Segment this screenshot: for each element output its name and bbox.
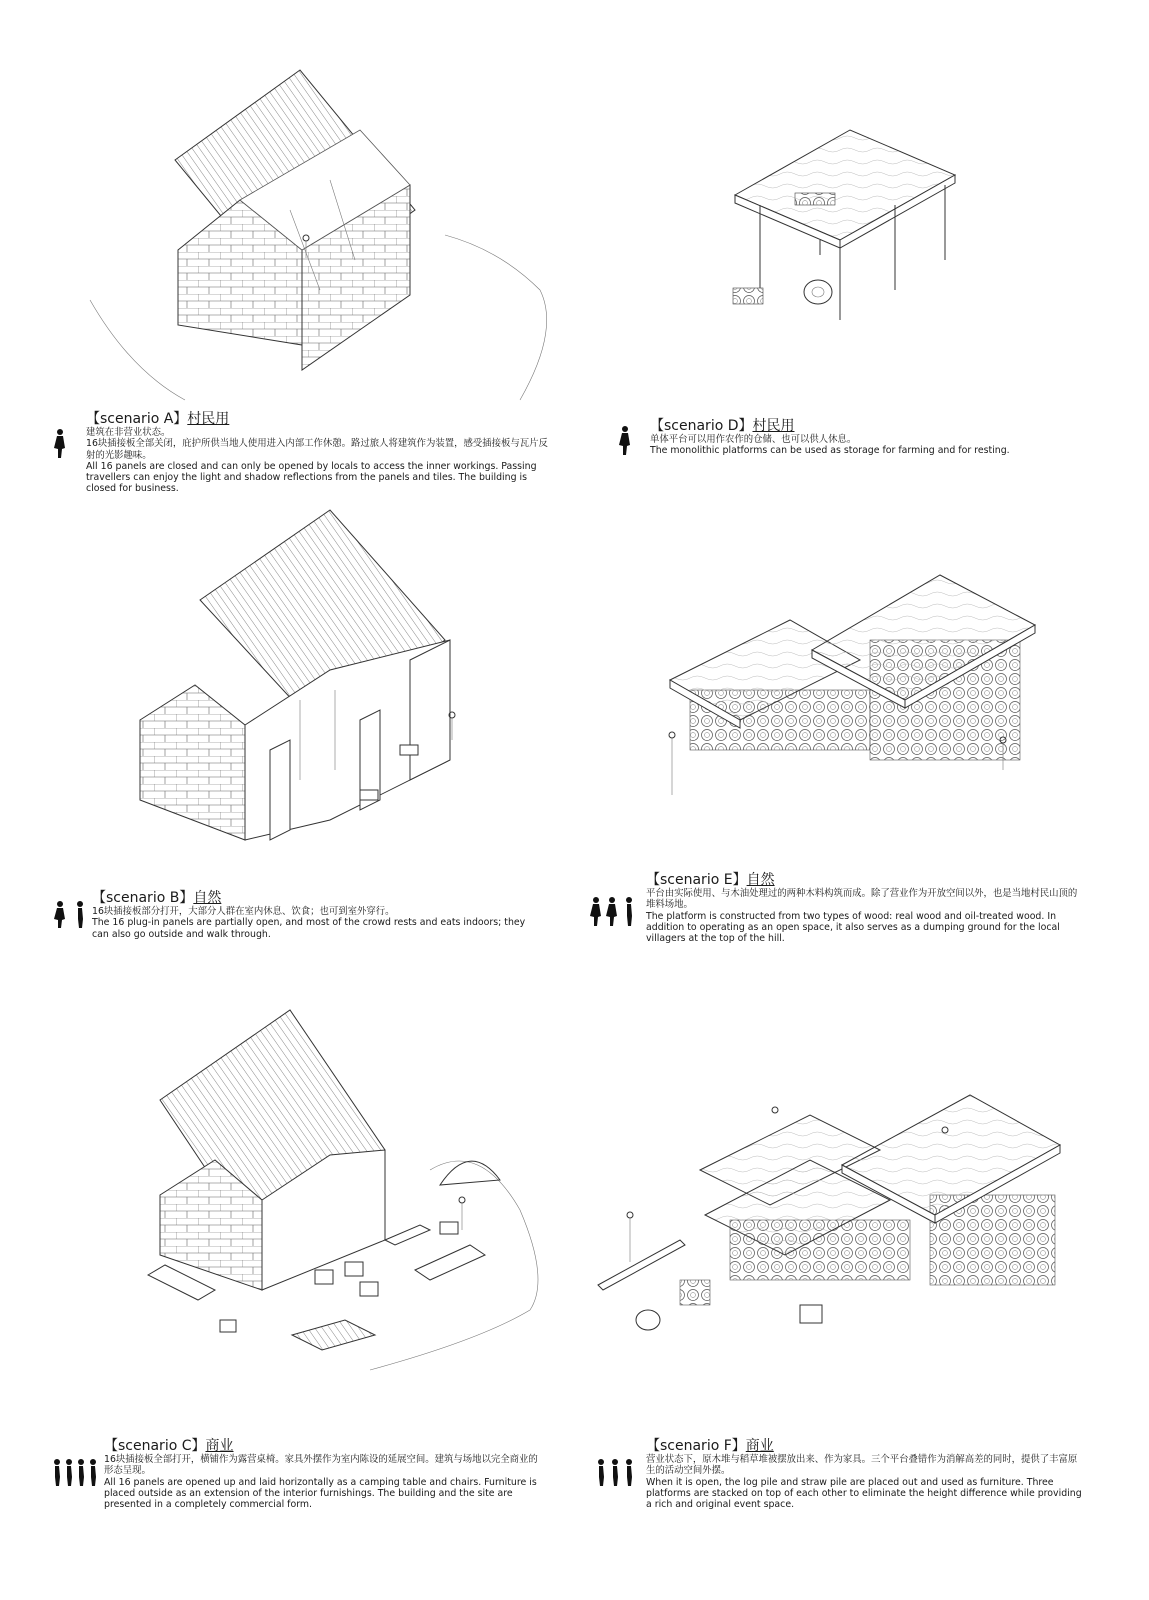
scenario-title: 【scenario F】商业 [646,1438,774,1454]
scenario-a-drawing [90,70,547,400]
scenario-title: 【scenario B】自然 [92,890,222,906]
scenario-d-drawing [733,130,955,320]
caption-en: All 16 panels are closed and can only be opened by locals to access the inner workings. Passing travellers can enjoy the light and shadow reflections from the panels and tiles. The building is closed for business. [86,460,537,495]
caption-en: When it is open, the log pile and straw pile are placed out and used as furniture. Three platforms are stacked on top of each other to eliminate the height difference while providing a rich and original event space. [646,1476,1082,1511]
caption-scenario-f [646,1438,1086,1510]
scenario-title: 【scenario D】村民用 [650,418,795,434]
caption-scenario-e [646,872,1086,944]
caption-scenario-d [650,418,1090,457]
caption-en: The monolithic platforms can be used as storage for farming and for resting. [650,445,1010,457]
three-standing-figures-icon [596,1458,634,1486]
caption-zh: 营业状态下，原木堆与稻草堆被摆放出来、作为家具。三个平台叠错作为消解高差的同时，提供了丰富原生的活动空间外摆。 [646,1454,1078,1477]
caption-en: The platform is constructed from two types of wood: real wood and oil-treated wood. In addition to operating as an open space, it also serves as a dumping ground for the local villagers at the top of the hill. [646,910,1060,945]
scenario-e-drawing [669,575,1035,795]
caption-scenario-a [86,411,556,495]
scenario-title: 【scenario A】村民用 [86,411,230,427]
scenario-c-drawing [148,1010,538,1370]
four-figures-icon [52,1458,98,1486]
three-figures-icon [588,896,636,926]
two-figures-icon [52,900,88,928]
scenario-title: 【scenario C】商业 [104,1438,234,1454]
caption-en: The 16 plug-in panels are partially open, and most of the crowd rests and eats indoors; they can also go outside and walk through. [92,917,526,940]
caption-scenario-c [104,1438,544,1510]
caption-zh: 建筑在非营业状态。 16块插接板全部关闭，庇护所供当地人使用进入内部工作休憩。路过旅人将建筑作为装置，感受插接板与瓦片反射的光影趣味。 [86,427,548,461]
scenario-title: 【scenario E】自然 [646,872,775,888]
single-figure-icon [617,425,631,455]
caption-zh: 16块插接板全部打开，横铺作为露营桌椅。家具外摆作为室内陈设的延展空间。建筑与场地以完全商业的形态呈现。 [104,1454,538,1477]
caption-zh: 单体平台可以用作农作的仓储、也可以供人休息。 [650,434,857,445]
scenario-f-drawing [598,1095,1060,1330]
caption-zh: 16块插接板部分打开，大部分人群在室内休息、饮食；也可到室外穿行。 [92,906,395,917]
caption-scenario-b [92,890,542,940]
caption-en: All 16 panels are opened up and laid horizontally as a camping table and chairs. Furniture is placed outside as an extension of the interior furnishings. The building and the site are presented in a completely commercial form. [104,1476,537,1511]
single-figure-icon [52,428,66,458]
scenario-b-drawing [140,510,455,840]
caption-zh: 平台由实际使用、与木油处理过的两种木料构筑而成。除了营业作为开放空间以外，也是当地村民山顶的堆料场地。 [646,888,1078,911]
